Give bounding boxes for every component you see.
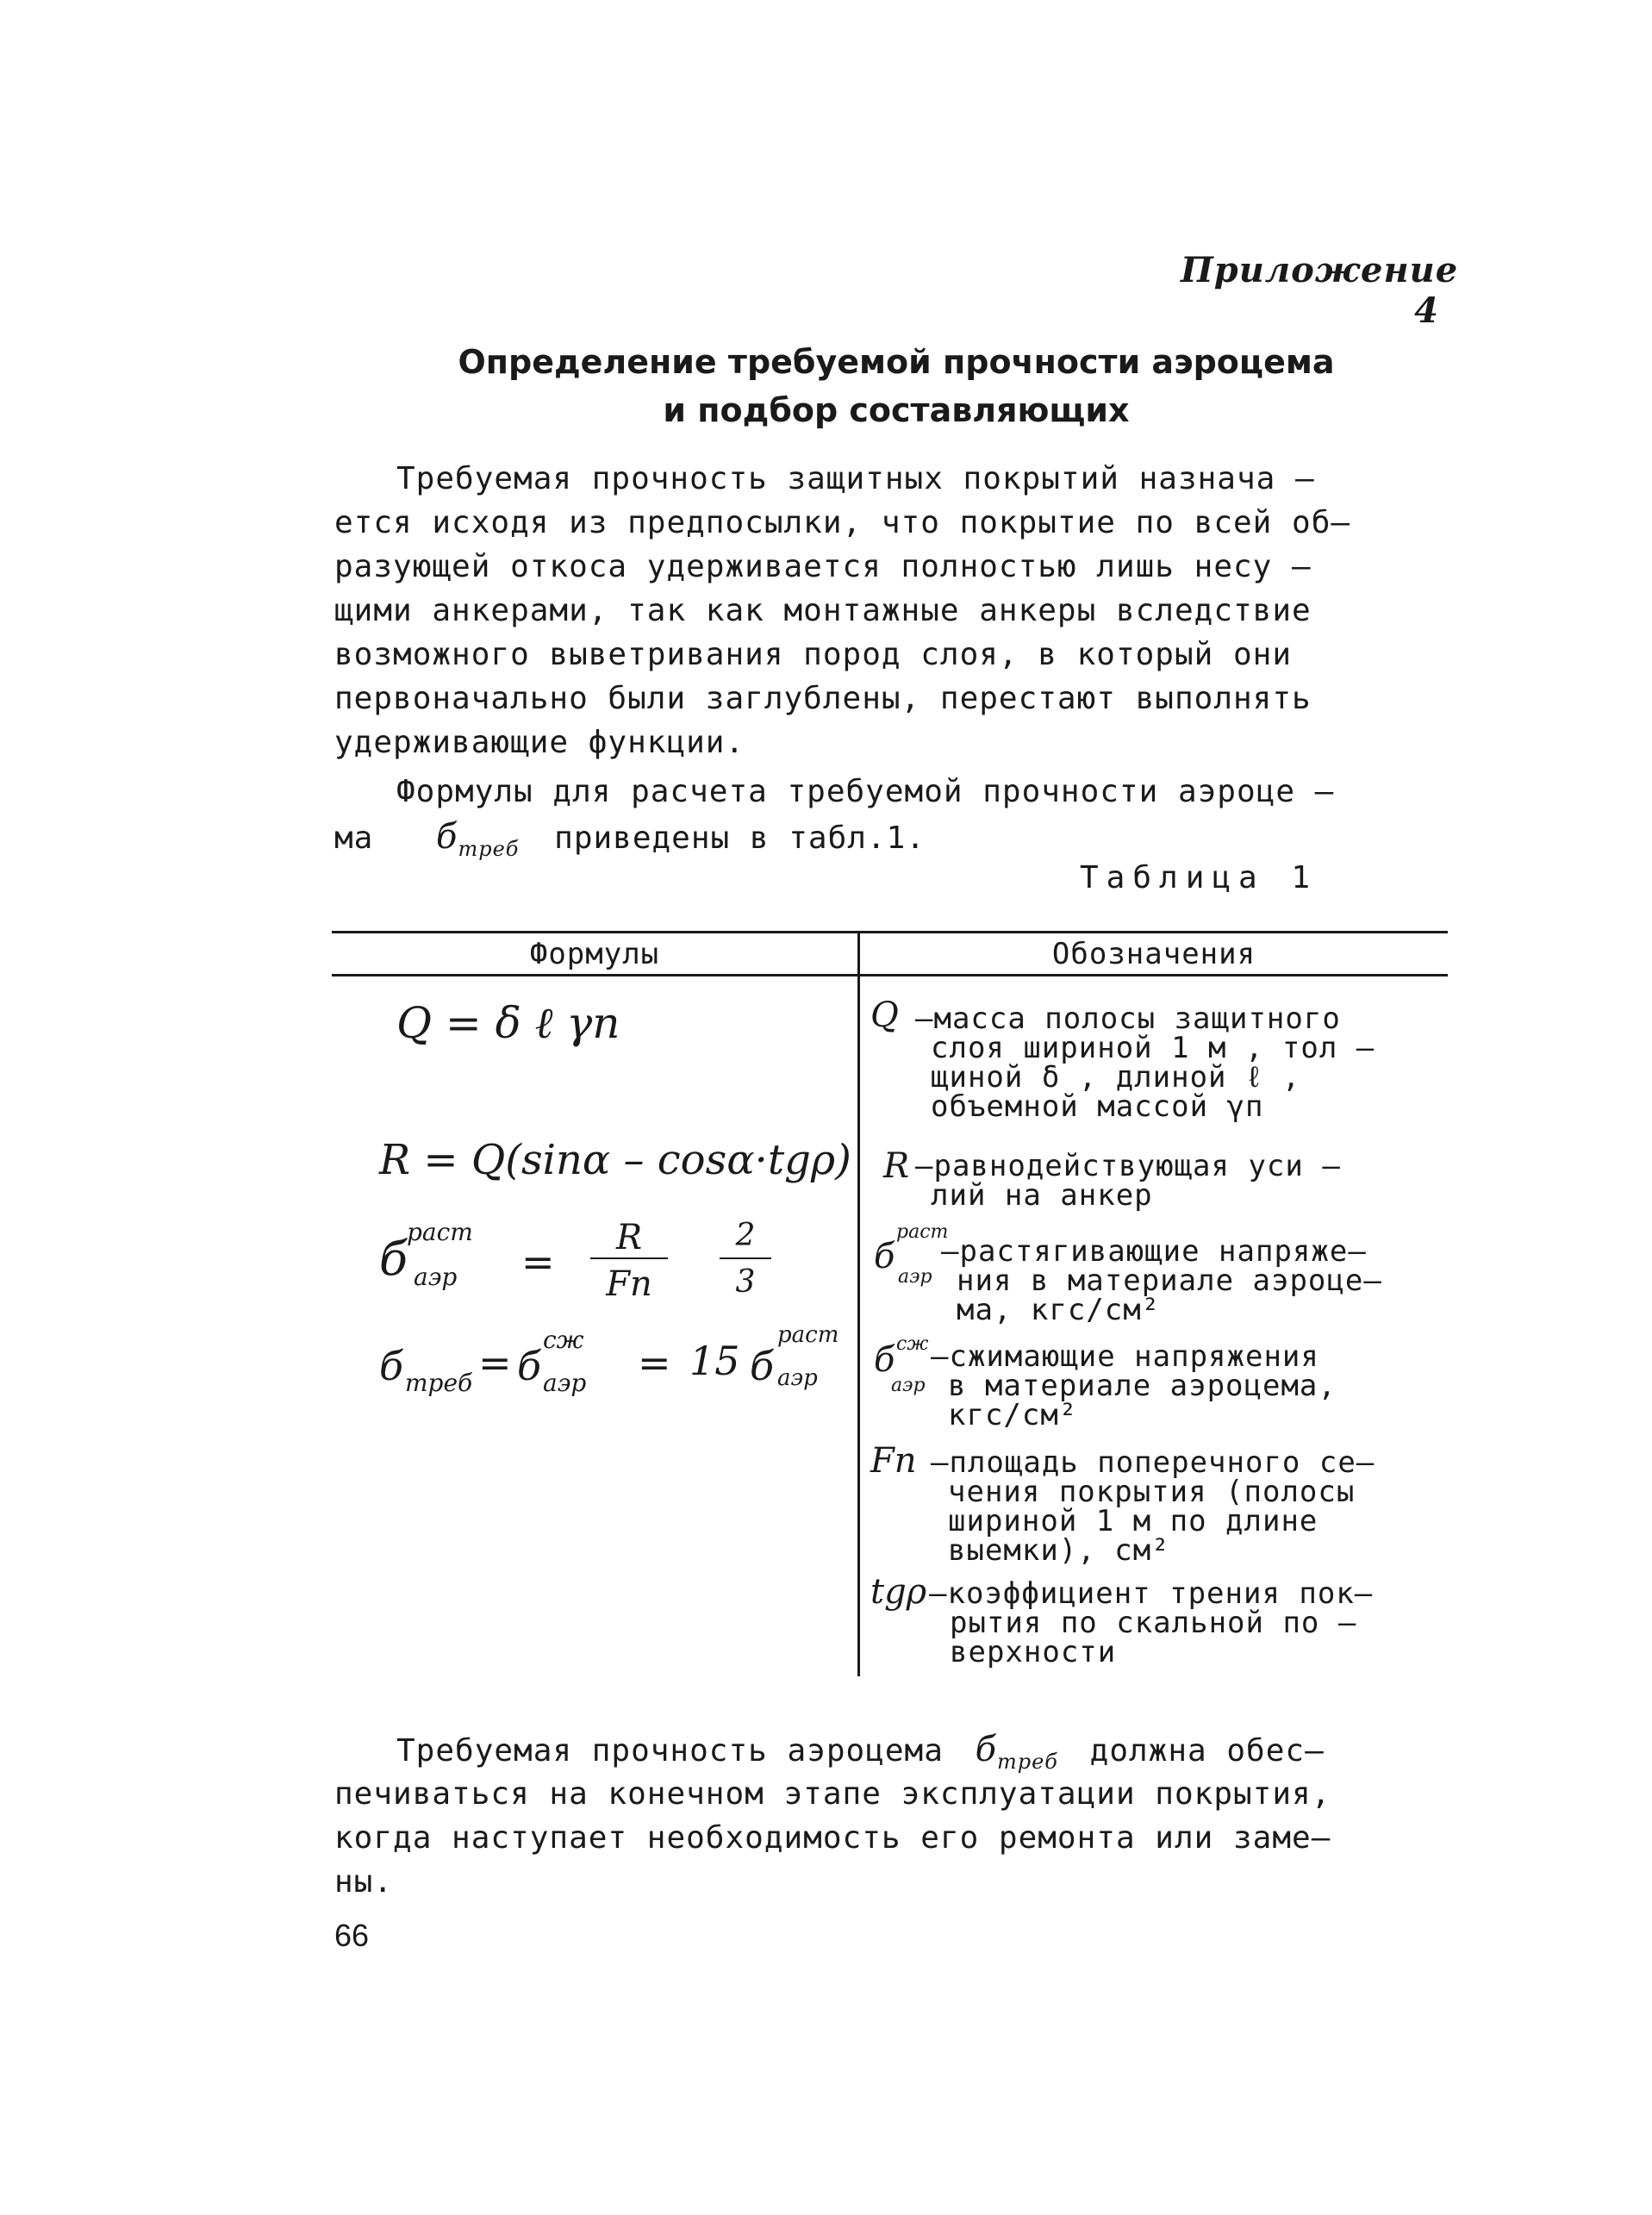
intro-line: ется исходя из предпосылки, что покрытие по всей об– xyxy=(334,505,1351,540)
formula-intro-ma: ма xyxy=(334,820,374,856)
formula-intro-rest: приведены в табл.1. xyxy=(554,820,926,856)
page-number: 66 xyxy=(334,1918,370,1953)
fraction-bar xyxy=(720,1257,771,1259)
intro-line: возможного выветривания пород слоя, в который они xyxy=(334,637,1293,672)
page-title-line2: и подбор составляющих xyxy=(663,391,1130,429)
formula-intro-line2 xyxy=(334,815,926,871)
table-header-rule xyxy=(332,974,1448,976)
intro-line: удерживающие функции. xyxy=(334,725,745,760)
intro-line: разующей откоса удерживается полностью лишь несу – xyxy=(334,549,1312,584)
column-header-formulas: Формулы xyxy=(529,937,660,971)
fraction-bar xyxy=(590,1257,668,1259)
formula-resultant: R = Q(sinα – cosα·tgρ) xyxy=(379,1136,851,1184)
formula-required-strength: б треб = б сж аэр = 15 б раст аэр xyxy=(379,1322,839,1397)
intro-line: щими анкерами, так как монтажные анкеры вследствие xyxy=(334,593,1312,628)
formula-mass: Q = δ ℓ γп xyxy=(396,998,620,1048)
table-caption: Таблица 1 xyxy=(1080,860,1318,895)
page-title-line1: Определение требуемой прочности аэроцема xyxy=(458,343,1335,381)
closing-line2: печиваться на конечном этапе эксплуатации покрытия, xyxy=(334,1776,1331,1812)
table-top-rule xyxy=(332,931,1448,933)
column-header-notations: Обозначения xyxy=(1051,937,1256,971)
table-column-divider xyxy=(857,931,860,1676)
appendix-label: Приложение 4 xyxy=(1181,250,1459,331)
intro-line: Требуемая прочность защитных покрытий назнача – xyxy=(396,461,1315,496)
closing-line3: когда наступает необходимость его ремонта или заме– xyxy=(334,1820,1331,1856)
formula-intro-line1: Формулы для расчета требуемой прочности аэроце – xyxy=(396,774,1335,809)
closing-line1: Требуемая прочность аэроцема $б_{треб}$ должна обес– xyxy=(396,1730,1325,1774)
sigma-required-symbol: $б_{треб}$ xyxy=(975,1730,1058,1774)
formula-tensile-stress: б раст аэр = R Fп 2 3 xyxy=(379,1220,827,1314)
sigma-required-symbol: $б_{треб}$ xyxy=(436,817,520,861)
closing-line4: ны. xyxy=(334,1864,394,1900)
intro-line: первоначально были заглублены, перестают выполнять xyxy=(334,681,1312,716)
